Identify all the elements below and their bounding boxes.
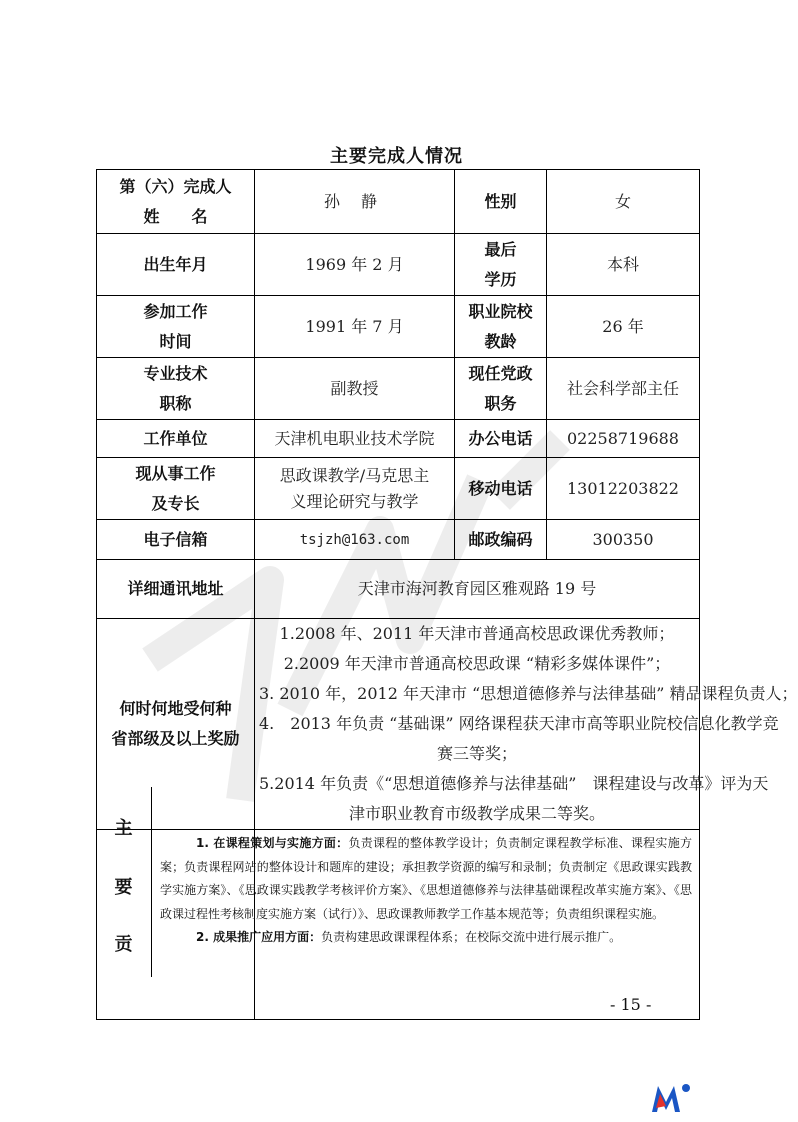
table-row [97, 420, 700, 458]
wps-logo-icon [650, 1082, 692, 1114]
awards-label: 何时何地受何种 省部级及以上奖励 [97, 619, 255, 830]
employer-label: 工作单位 [97, 420, 255, 458]
table-row [97, 234, 700, 296]
name-value: 孙 静 [255, 170, 455, 234]
teaching-years-value: 26 年 [547, 296, 700, 358]
postcode-label: 邮政编码 [455, 520, 547, 560]
list-item: 4. 2013 年负责 “基础课” 网络课程获天津市高等职业院校信息化教学竞 [259, 714, 779, 733]
mobile-label: 移动电话 [455, 458, 547, 520]
list-item: 2.2009 年天津市普通高校思政课 “精彩多媒体课件”； [283, 654, 671, 673]
birth-label: 出生年月 [97, 234, 255, 296]
table-row [97, 619, 700, 830]
specialty-label: 现从事工作 及专长 [97, 458, 255, 520]
gender-label: 性别 [455, 170, 547, 234]
office-phone-label: 办公电话 [455, 420, 547, 458]
page-title: 主要完成人情况 [330, 146, 463, 167]
list-item: 5.2014 年负责《“思想道德修养与法律基础” 课程建设与改革》评为天 [259, 774, 769, 793]
list-item: 3. 2010 年，2012 年天津市 “思想道德修养与法律基础” 精品课程负责人； [259, 684, 798, 703]
title-label: 专业技术 职称 [97, 358, 255, 420]
address-label: 详细通讯地址 [97, 560, 255, 619]
education-value: 本科 [547, 234, 700, 296]
contrib-item-2: 2. 成果推广应用方面：负责构建思政课课程体系；在校际交流中进行展示推广。 [196, 930, 622, 944]
list-item: 赛三等奖； [436, 744, 517, 763]
position-value: 社会科学部主任 [547, 358, 700, 420]
email-value: tsjzh@163.com [255, 520, 455, 560]
teaching-years-label: 职业院校 教龄 [455, 296, 547, 358]
table-row [97, 170, 700, 234]
page-number: - 15 - [610, 995, 652, 1014]
contrib-side-label: 主 要 贡 [114, 818, 133, 955]
office-phone-value: 02258719688 [547, 420, 700, 458]
specialty-value: 思政课教学/马克思主 义理论研究与教学 [255, 458, 455, 520]
table-row [97, 458, 700, 520]
list-item: 1.2008 年、2011 年天津市普通高校思政课优秀教师； [279, 624, 675, 643]
title-value: 副教授 [255, 358, 455, 420]
table-row [97, 358, 700, 420]
email-label: 电子信箱 [97, 520, 255, 560]
contrib-divider [151, 787, 152, 977]
postcode-value: 300350 [547, 520, 700, 560]
name-label: 第（六）完成人 姓 名 [97, 170, 255, 234]
awards-list [255, 619, 798, 830]
table-row [97, 296, 700, 358]
birth-value: 1969 年 2 月 [255, 234, 455, 296]
work-start-label: 参加工作 时间 [97, 296, 255, 358]
mobile-value: 13012203822 [547, 458, 700, 520]
education-label: 最后 学历 [455, 234, 547, 296]
employer-value: 天津机电职业技术学院 [255, 420, 455, 458]
work-start-value: 1991 年 7 月 [255, 296, 455, 358]
list-item: 津市职业教育市级教学成果二等奖。 [348, 804, 605, 823]
contrib-text [160, 832, 692, 950]
gender-value: 女 [547, 170, 700, 234]
table-row [97, 520, 700, 560]
address-value: 天津市海河教育园区雅观路 19 号 [255, 560, 700, 619]
contrib-item-1: 1. 在课程策划与实施方面：负责课程的整体教学设计；负责制定课程教学标准、课程实施方案；负责课程网站的整体设计和题库的建设；承担教学资源的编写和录制；负责制定《思政课实践教学实施方案》、《思政课实践教学考核评价方案》、《思想道德修养与法律基础课程改革实施方案》、《思政课过程性考核制度实施方案（试行）》、思政课教师教学工作基本规范等；负责组织课程实施。 [160, 836, 692, 921]
position-label: 现任党政 职务 [455, 358, 547, 420]
table-row [97, 560, 700, 619]
